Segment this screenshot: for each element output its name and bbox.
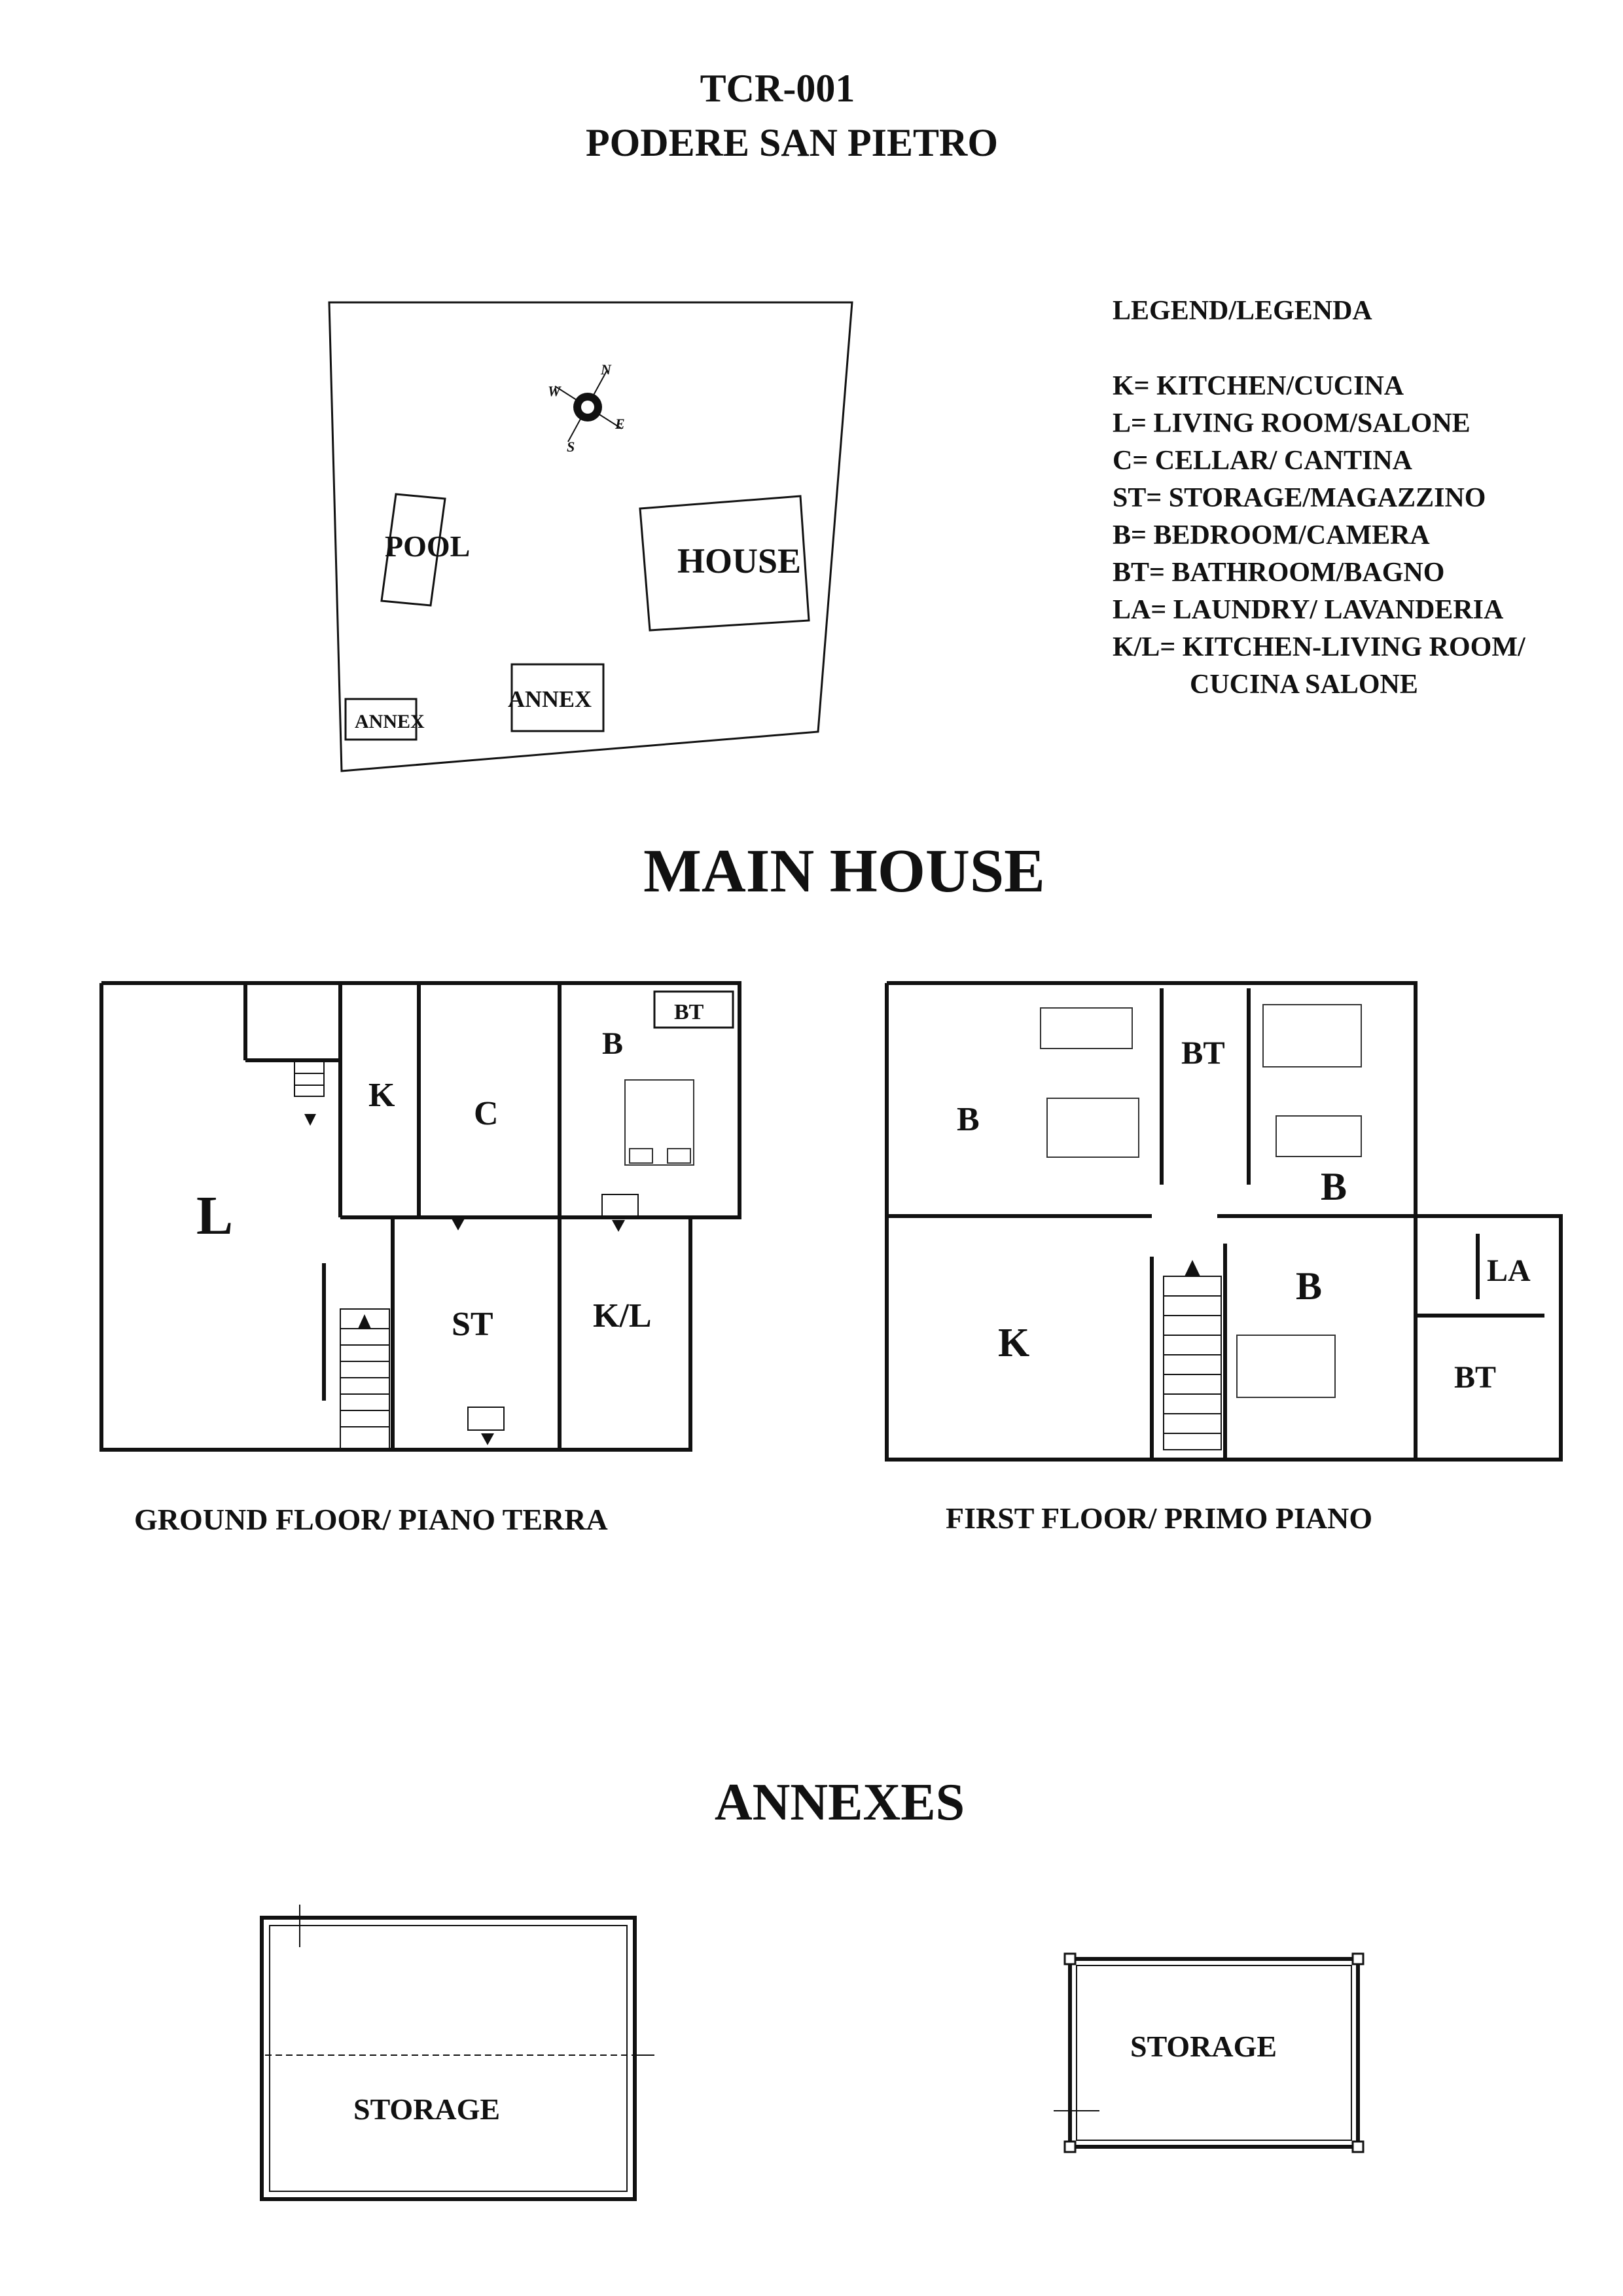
compass-e: E [615, 416, 625, 432]
annexes-title: ANNEXES [714, 1774, 965, 1831]
property-code: TCR-001 [700, 67, 855, 110]
legend [1113, 296, 1526, 700]
room-label: B [957, 1101, 980, 1138]
first-floor-plan [887, 983, 1561, 1460]
annex-left-label: ANNEX [355, 711, 425, 732]
main-house-title: MAIN HOUSE [643, 837, 1045, 905]
property-name: PODERE SAN PIETRO [585, 121, 999, 164]
storage-label-right: STORAGE [1130, 2030, 1277, 2063]
room-label: L [196, 1185, 234, 1246]
legend-item: CUCINA SALONE [1190, 670, 1418, 700]
site-plan [329, 302, 852, 771]
ground-floor-plan [101, 983, 740, 1450]
legend-item: BT= BATHROOM/BAGNO [1113, 558, 1445, 588]
room-label: K/L [593, 1297, 652, 1335]
legend-title: LEGEND/LEGENDA [1113, 296, 1372, 326]
compass-icon [548, 361, 625, 455]
room-label: B [1321, 1165, 1347, 1208]
ground-floor-caption: GROUND FLOOR/ PIANO TERRA [134, 1503, 608, 1536]
compass-w: W [548, 383, 561, 399]
room-label: BT [1181, 1034, 1225, 1071]
pool-label: POOL [385, 529, 471, 563]
room-label: LA [1487, 1253, 1531, 1288]
compass-s: S [567, 439, 575, 455]
room-label: K [368, 1077, 395, 1114]
house-label: HOUSE [677, 541, 802, 581]
room-label: BT [674, 1000, 704, 1024]
room-label: BT [1454, 1360, 1497, 1395]
room-label: C [474, 1095, 499, 1132]
legend-item: C= CELLAR/ CANTINA [1113, 446, 1412, 476]
stairs [340, 1309, 389, 1450]
first-floor-caption: FIRST FLOOR/ PRIMO PIANO [946, 1501, 1373, 1535]
legend-item: ST= STORAGE/MAGAZZINO [1113, 483, 1486, 513]
annex-left-plan [262, 1905, 654, 2199]
storage-label-left: STORAGE [353, 2092, 501, 2126]
annex-right-plan [1054, 1954, 1363, 2152]
annex-center-label: ANNEX [508, 686, 592, 712]
legend-item: LA= LAUNDRY/ LAVANDERIA [1113, 595, 1504, 625]
legend-item: B= BEDROOM/CAMERA [1113, 520, 1430, 550]
room-label: B [1296, 1265, 1323, 1308]
legend-item: L= LIVING ROOM/SALONE [1113, 408, 1471, 439]
legend-item: K= KITCHEN/CUCINA [1113, 371, 1404, 401]
room-label: K [998, 1321, 1030, 1365]
legend-item: K/L= KITCHEN-LIVING ROOM/ [1113, 632, 1525, 662]
room-label: ST [452, 1306, 493, 1343]
room-label: B [602, 1026, 624, 1061]
stairs [1164, 1260, 1221, 1450]
bed-icon [625, 1080, 694, 1165]
compass-n: N [601, 361, 611, 378]
